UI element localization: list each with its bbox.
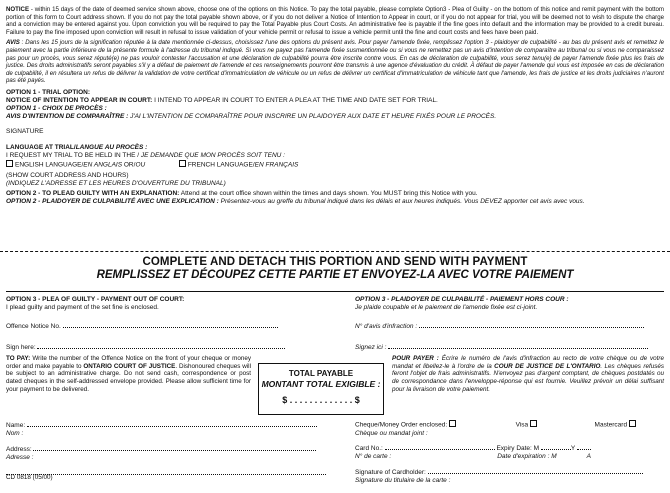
card-label: Card No.: [355, 444, 383, 452]
or-label-fr: OU [135, 161, 146, 169]
address-label: Address: [6, 446, 32, 453]
to-pay-payee: ONTARIO COURT OF JUSTICE [83, 362, 176, 370]
cheque-label-fr: Chèque ou mandat joint : [355, 429, 428, 437]
option1-intent-label: NOTICE OF INTENTION TO APPEAR IN COURT: [6, 96, 153, 104]
sign-label: Sign here: [6, 344, 36, 351]
to-pay-text-b: . Dishonoured cheques will be subject to an administrative charge. Do not send cash, correspondence or post dated cheques in the self-addressed envelope provided. Please allow sufficient time for your payment to be delivered. [6, 362, 251, 393]
cheque-checkbox[interactable] [449, 420, 456, 427]
option3-fr-text: Je plaide coupable et le paiement de l'amende fixée est ci-joint. [355, 304, 538, 311]
avis-label: AVIS [6, 39, 20, 47]
expiry-year-field[interactable] [577, 443, 591, 450]
option3-text: I plead guilty and payment of the set fine is enclosed. [6, 304, 159, 311]
cardholder-sig-label: Signature of Cardholder: [355, 468, 426, 476]
to-pay-label: TO PAY: [6, 355, 31, 362]
option2-section [6, 190, 664, 206]
cheque-label: Cheque/Money Order enclosed: [355, 421, 448, 429]
visa-label: Visa [515, 421, 529, 429]
card-label-fr: N° de carte : [355, 452, 392, 460]
to-pay-text-a: Write the number of the Offence Notice on the front of your cheque or money order and make payable to [6, 355, 251, 370]
to-pay-block [6, 355, 251, 394]
option2-fr-text: Présentez-vous au greffe du tribunal indiqué dans les délais et aux heures indiqués. Vous DEVEZ apporter cet avis avec vous. [218, 198, 585, 206]
total-payable-box [258, 363, 384, 415]
address-label-fr: Adresse : [6, 454, 34, 461]
english-checkbox[interactable] [6, 160, 13, 167]
expiry-year-label: Y [570, 444, 576, 452]
option3-fr-title: OPTION 3 - PLAIDOYER DE CULPABILITÉ - PAIEMENT HORS COUR : [355, 296, 569, 303]
option2-text: Attend at the court office shown within the times and days shown. You MUST bring this Notice with you. [179, 190, 478, 198]
card-number-field[interactable] [385, 443, 495, 450]
total-payable-label: TOTAL PAYABLE [288, 369, 354, 378]
address-field[interactable] [33, 444, 316, 451]
detach-line [0, 251, 670, 252]
option1-fr-intent-text: J'AI L'INTENTION DE COMPARAÎTRE POUR INSCRIRE UN PLAIDOYER AUX DATE ET HEURE FIXÉS POUR LE PROCÈS. [128, 112, 497, 120]
name-field[interactable] [27, 420, 317, 427]
total-payable-amount[interactable]: $ . . . . . . . . . . . . . $ [282, 395, 360, 405]
notice-label: NOTICE [6, 6, 30, 13]
divider [6, 291, 664, 292]
signature-label: SIGNATURE [6, 127, 44, 135]
option1-section [6, 89, 664, 121]
pour-payer-payee: COUR DE JUSTICE DE L'ONTARIO [494, 362, 601, 370]
expiry-month-field[interactable] [541, 443, 571, 450]
option1-fr-title: OPTION 1 - CHOIX DE PROCÈS : [6, 104, 107, 112]
expiry-label-fr: Date d'expiration : M [497, 452, 557, 460]
expiry-year-label-fr: A [586, 452, 591, 460]
english-label-fr: EN ANGLAIS [83, 161, 123, 169]
total-payable-label-fr: MONTANT TOTAL EXIGIBLE : [261, 379, 381, 389]
pour-payer-text-b: . Les chèques refusés feront l'objet de frais administratifs. N'envoyez pas d'argent comptant, de chèques postdatés ou de correspondance dans l'enveloppe-réponse qui est fournie. Veuillez prévoir un délai suffisant pour la livraison de votre paiement. [392, 362, 664, 393]
detach-headline [0, 256, 670, 281]
visa-checkbox[interactable] [530, 420, 537, 427]
offence-number-field[interactable] [63, 321, 278, 328]
show-court-fr: (INDIQUEZ L'ADRESSE ET LES HEURES D'OUVERTURE DU TRIBUNAL) [6, 180, 226, 188]
option3-en [6, 296, 326, 352]
french-checkbox[interactable] [179, 160, 186, 167]
cardholder-sig-label-fr: Signature du titulaire de la carte : [355, 476, 451, 484]
offence-label-fr: N° d'avis d'infraction : [355, 323, 418, 330]
french-label-fr: EN FRANÇAIS [254, 161, 299, 169]
or-label: OR/ [123, 161, 136, 169]
form-code: CD 0818 (05/00) [6, 474, 53, 481]
name-label-fr: Nom : [6, 430, 24, 437]
sign-label-fr: Signez ici : [355, 344, 387, 351]
sign-field-fr[interactable] [388, 342, 648, 349]
language-title-fr: LANGUE AU PROCÈS : [75, 143, 148, 151]
option3-title: OPTION 3 - PLEA OF GUILTY - PAYMENT OUT OF COURT: [6, 296, 185, 303]
option2-title: OPTION 2 - TO PLEAD GUILTY WITH AN EXPLANATION: [6, 190, 180, 198]
payment-block [355, 420, 664, 485]
option1-intent-text: I INTEND TO APPEAR IN COURT TO ENTER A PLEA AT THE TIME AND DATE SET FOR TRIAL. [152, 96, 438, 104]
option2-fr-title: OPTION 2 - PLAIDOYER DE CULPABILITÉ AVEC UNE EXPLICATION : [6, 198, 219, 206]
mastercard-checkbox[interactable] [629, 420, 636, 427]
sign-field[interactable] [37, 342, 285, 349]
notice-text: - within 15 days of the date of deemed service shown above, choose one of the options on this Notice. To pay the total payable, please complete Option3 - Plea of Guilty - on the bottom of this notice and remit payment with the bottom portion of this form to Court address shown. If you do not pay the total payable shown above, or if you do not deliver a Notice of Intention to Appear in court, or if you do not appear for trial, you will be deemed not to wish to dispute the charge and a conviction may be entered against you. Upon conviction you will be required to pay the Total Payable plus Court Costs. An administrative fee is payable if the fine goes into default and the information may be provided to a credit bureau. Failure to pay the fine imposed upon conviction will result in refusal to issue validation of your vehicle permit or refusal to issue a vehicle permit until the fine and court costs and fees have been paid. [6, 6, 664, 36]
avis-paragraph [6, 39, 664, 85]
pour-payer-block [392, 355, 664, 394]
expiry-label: Expiry Date: M [496, 444, 540, 452]
address-field-2[interactable] [6, 468, 326, 475]
offence-number-field-fr[interactable] [419, 321, 644, 328]
cardholder-sig-field[interactable] [428, 467, 643, 474]
pour-payer-label: POUR PAYER : [392, 355, 439, 362]
option3-fr [355, 296, 664, 352]
option1-fr-intent-label: AVIS D'INTENTION DE COMPARAÎTRE : [6, 112, 129, 120]
english-label: ENGLISH LANGUAGE/ [15, 161, 84, 169]
offence-label: Offence Notice No. [6, 323, 61, 330]
language-request: I REQUEST MY TRIAL TO BE HELD IN THE / [6, 151, 141, 159]
mastercard-label: Mastercard [594, 421, 628, 429]
language-section [6, 144, 664, 189]
show-court: (SHOW COURT ADDRESS AND HOURS) [6, 172, 129, 180]
headline-en: COMPLETE AND DETACH THIS PORTION AND SEND WITH PAYMENT [142, 256, 528, 268]
notice-paragraph [6, 6, 664, 36]
french-label: FRENCH LANGUAGE/ [187, 161, 255, 169]
option1-title: OPTION 1 - TRIAL OPTION: [6, 88, 91, 96]
language-title: LANGUAGE AT TRIAL/ [6, 143, 76, 151]
name-address-block [6, 420, 336, 478]
name-label: Name: [6, 422, 26, 429]
language-request-fr: JE DEMANDE QUE MON PROCÈS SOIT TENU : [140, 151, 285, 159]
headline-fr: REMPLISSEZ ET DÉCOUPEZ CETTE PARTIE ET ENVOYEZ-LA AVEC VOTRE PAIEMENT [96, 269, 574, 281]
pour-payer-text-a: Écrire le numéro de l'avis d'infraction au recto de votre chèque ou de votre mandat et libellez-le à l'ordre de la [392, 355, 664, 370]
avis-text: : Dans les 15 jours de la signification réputée à la date mentionnée ci-dessus, choisissez l'une des options du présent avis. Pour payer l'amende fixée, remplissez l'option 3 - plaidoyer de culpabilité - au bas du présent avis et remettez le paiement avec la partie inférieure de la présente formule à l'adresse du tribunal indiqué. Si vous ne payez pas l'amende fixée susmentionnée ou si vous ne remettez pas un avis d'intention de comparaître au tribunal ou si vous ne comparaissez pas pour un procès, vous serez réputé(e) ne pas vouloir contester l'accusation et une déclaration de culpabilité pourra être inscrite contre vous. En cas de déclaration de culpabilité, vous serez tenu(e) de payer l'amende fixée plus les frais de justice. Des droits administratifs seront payables s'il y a défaut de paiement de l'amende et ces renseignements pourront être transmis à une agence d'évaluation du crédit. À défaut de payer l'amende qui vous est imposée en cas de déclaration de culpabilité, il en résultera un refus de délivrer la validation de votre certificat d'immatriculation de véhicule ou un refus de délivrer un certificat d'immatriculation de véhicule tant que l'amende, les frais de justice et les droits judiciaires n'auront pas été payés. [6, 39, 664, 85]
